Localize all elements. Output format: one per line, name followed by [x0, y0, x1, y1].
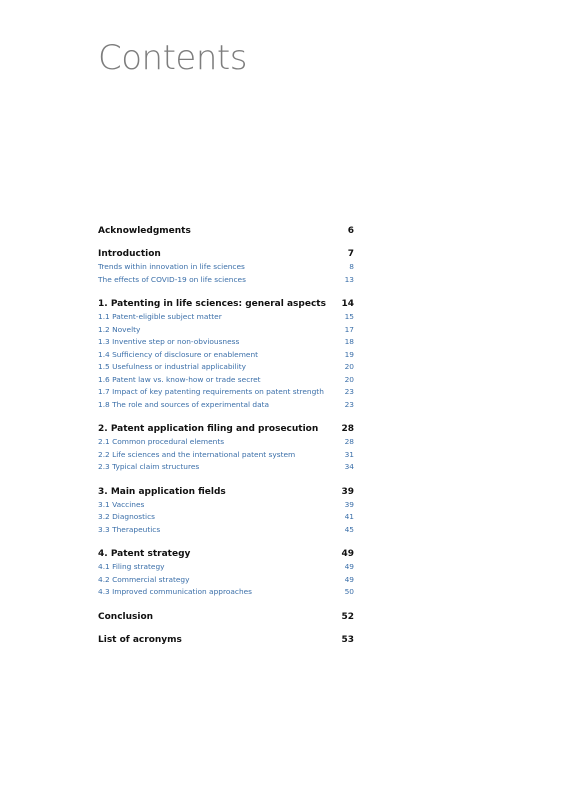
toc-entry-link[interactable]: [98, 586, 354, 599]
toc-entry-label: 3.1 Vaccines: [98, 499, 145, 509]
page-title: Contents: [98, 38, 247, 78]
toc-entry-page: 23: [344, 387, 354, 396]
toc-heading-page: 39: [341, 486, 354, 497]
toc-entry-link[interactable]: [98, 374, 354, 387]
toc-entry-page: 19: [344, 349, 354, 359]
toc-section: [98, 634, 354, 647]
toc-entry-page: 23: [344, 399, 354, 409]
toc-entry-page: 8: [349, 262, 354, 271]
toc-entry-label: 1.8 The role and sources of experimental data: [98, 399, 270, 409]
toc-entry-link[interactable]: [98, 324, 354, 337]
section-spacer: [98, 599, 354, 611]
toc-entry-page: 20: [344, 362, 354, 371]
toc-section-heading[interactable]: [98, 225, 354, 238]
toc-heading-page: 53: [341, 634, 354, 645]
toc-entry-label: 1.6 Patent law vs. know-how or trade secret: [98, 374, 261, 384]
toc-entry-label: 1.3 Inventive step or non-obviousness: [98, 337, 240, 346]
toc-entry-page: 20: [344, 374, 354, 384]
toc-section-heading[interactable]: [98, 548, 354, 561]
toc-heading-label: 4. Patent strategy: [98, 549, 191, 559]
toc-heading-label: Acknowledgments: [98, 226, 191, 236]
toc-section-heading[interactable]: [98, 634, 354, 647]
toc-heading-page: 28: [341, 424, 354, 434]
toc-entry-page: 49: [344, 574, 354, 584]
toc-entry-label: 2.3 Typical claim structures: [98, 462, 200, 471]
toc-section: [98, 611, 354, 624]
toc-entry-label: 1.1 Patent-eligible subject matter: [98, 312, 222, 321]
section-spacer: [98, 536, 354, 548]
toc-entry-link[interactable]: [98, 499, 354, 512]
toc-entry-label: 1.4 Sufficiency of disclosure or enablement: [98, 349, 259, 359]
toc-entry-link[interactable]: [98, 524, 354, 537]
toc-entry-page: 13: [344, 274, 354, 284]
toc-entry-link[interactable]: [98, 449, 354, 462]
toc-section-heading[interactable]: [98, 611, 354, 624]
section-spacer: [98, 411, 354, 423]
toc-entry-link[interactable]: [98, 436, 354, 449]
toc-heading-label: 2. Patent application filing and prosecution: [98, 424, 319, 434]
toc-heading-label: 3. Main application fields: [98, 486, 226, 497]
toc-heading-page: 49: [341, 549, 354, 559]
toc-entry-page: 39: [344, 499, 354, 509]
table-of-contents: [98, 225, 354, 647]
toc-section: [98, 423, 354, 474]
toc-entry-link[interactable]: [98, 511, 354, 524]
toc-section: [98, 248, 354, 286]
toc-heading-page: 14: [341, 299, 354, 309]
toc-section: [98, 225, 354, 238]
toc-entry-link[interactable]: [98, 399, 354, 412]
toc-entry-link[interactable]: [98, 361, 354, 374]
section-spacer: [98, 624, 354, 634]
toc-entry-link[interactable]: [98, 274, 354, 287]
section-spacer: [98, 286, 354, 298]
toc-entry-label: Trends within innovation in life sciences: [98, 262, 245, 271]
toc-section-heading[interactable]: [98, 248, 354, 261]
toc-entry-page: 28: [344, 437, 354, 446]
toc-section-heading[interactable]: [98, 423, 354, 436]
toc-entry-page: 34: [344, 462, 354, 471]
toc-entry-label: 4.1 Filing strategy: [98, 562, 165, 571]
toc-entry-page: 15: [344, 312, 354, 321]
toc-entry-page: 49: [344, 562, 354, 571]
section-spacer: [98, 238, 354, 248]
toc-entry-label: 3.2 Diagnostics: [98, 512, 155, 521]
toc-heading-label: Conclusion: [98, 611, 154, 622]
toc-heading-label: 1. Patenting in life sciences: general aspects: [98, 299, 326, 309]
toc-entry-page: 50: [344, 587, 354, 596]
toc-entry-link[interactable]: [98, 349, 354, 362]
toc-section: [98, 486, 354, 537]
toc-entry-label: 4.3 Improved communication approaches: [98, 587, 253, 596]
toc-entry-page: 45: [344, 524, 354, 534]
toc-heading-label: List of acronyms: [98, 634, 182, 645]
toc-heading-label: Introduction: [98, 249, 161, 259]
toc-heading-page: 7: [347, 249, 354, 259]
toc-entry-link[interactable]: [98, 461, 354, 474]
toc-entry-page: 18: [344, 337, 354, 346]
toc-section: [98, 298, 354, 411]
toc-heading-page: 6: [347, 226, 354, 236]
toc-section-heading[interactable]: [98, 486, 354, 499]
toc-entry-label: The effects of COVID-19 on life sciences: [98, 274, 246, 284]
toc-entry-label: 4.2 Commercial strategy: [98, 574, 190, 584]
toc-entry-link[interactable]: [98, 561, 354, 574]
toc-section: [98, 548, 354, 599]
toc-section-heading[interactable]: [98, 298, 354, 311]
toc-heading-page: 52: [341, 611, 354, 622]
toc-entry-page: 41: [344, 512, 354, 521]
toc-entry-label: 1.5 Usefulness or industrial applicability: [98, 362, 247, 371]
toc-entry-link[interactable]: [98, 386, 354, 399]
toc-entry-link[interactable]: [98, 574, 354, 587]
toc-entry-label: 3.3 Therapeutics: [98, 524, 161, 534]
toc-entry-label: 2.2 Life sciences and the international patent system: [98, 449, 296, 459]
toc-entry-link[interactable]: [98, 336, 354, 349]
toc-entry-label: 1.7 Impact of key patenting requirements on patent strength: [98, 387, 324, 396]
toc-entry-link[interactable]: [98, 311, 354, 324]
toc-entry-label: 2.1 Common procedural elements: [98, 437, 225, 446]
toc-entry-page: 17: [344, 324, 354, 334]
section-spacer: [98, 474, 354, 486]
toc-entry-page: 31: [344, 449, 354, 459]
toc-entry-label: 1.2 Novelty: [98, 324, 141, 334]
toc-entry-link[interactable]: [98, 261, 354, 274]
